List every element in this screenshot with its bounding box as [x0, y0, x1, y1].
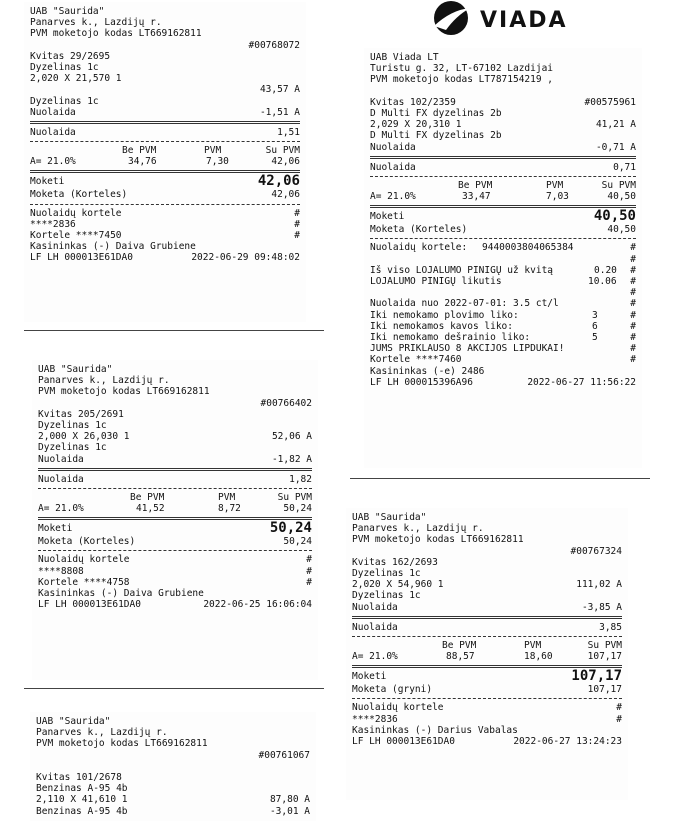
- promo-hotdog-value: 5: [592, 331, 598, 343]
- tax-header-gross: Su PVM: [277, 491, 312, 503]
- tax-rate: A= 21.0%: [352, 651, 398, 663]
- divider: [30, 204, 300, 205]
- receipt-date: 2022-06-25 16:06:04: [203, 599, 312, 611]
- moketa-label: Moketa (gryni): [352, 684, 433, 696]
- discount-total-amount: 3,85: [599, 621, 622, 633]
- discount-total-label: Nuolaida: [370, 161, 416, 173]
- line-item-name: Benzinas A-95 4b: [36, 783, 128, 795]
- receipt-number: #00575961: [584, 96, 636, 108]
- receipt-header-address: Panarves k., Lazdijų r.: [36, 727, 168, 739]
- discount-amount: -0,71 A: [595, 141, 636, 153]
- receipt-kvitas: Kvitas 101/2678: [36, 771, 122, 783]
- moketi-label: Moketi: [38, 523, 73, 535]
- tax-net: 88,57: [446, 651, 475, 663]
- tax-gross: 50,24: [283, 503, 312, 515]
- receipt-header-address: Panarves k., Lazdijų r.: [352, 523, 484, 535]
- discount-card-label: Nuolaidų kortele:: [370, 242, 468, 254]
- divider: [352, 636, 622, 637]
- moketa-amount: 42,06: [271, 189, 300, 201]
- moketa-label: Moketa (Korteles): [38, 536, 136, 548]
- tax-rate: A= 21.0%: [370, 191, 416, 203]
- receipt-date: 2022-06-27 13:24:23: [513, 736, 622, 747]
- receipt-saurida-5: UAB "Saurida" Panarves k., Lazdijų r. PVM moketojo kodas LT669162811 #00767324 Kvitas 162/2693 Dyzelinas 1c 2,020 X 54,960 1 111,02 A Dyzelinas 1c Nuolaida -3,85 A Nuolaida 3,85 Be PVM PVM Su PVM A= 21.0% 88,57 18,60 107,17 Moketi 107,17 Moketa (gryni) 107,17 Nuolaidų kortele # ****2836 # Kasininkas (-) Darius Vabalas LF LH 000013E61DA0 2022-06-27 13:24:23: [346, 508, 628, 800]
- discount-total-label: Nuolaida: [38, 473, 84, 485]
- moketa-label: Moketa (Korteles): [30, 189, 128, 201]
- line-item-name: Dyzelinas 1c: [30, 61, 99, 73]
- divider: [38, 488, 312, 489]
- line-item-qty: 2,029 X 20,310 1: [370, 119, 462, 131]
- moketi-label: Moketi: [370, 211, 405, 223]
- discount-amount: -3,01 A: [269, 805, 310, 817]
- line-item-amount: 111,02 A: [576, 579, 622, 591]
- moketi-label: Moketi: [352, 671, 387, 683]
- line-item-amount: 52,06 A: [271, 431, 312, 443]
- payment-card: Kortele ****7460: [370, 354, 462, 366]
- line-item-name-2: Benzinas A-95 4b: [36, 805, 128, 817]
- receipt-header-vat-code: PVM moketojo kodas LT787154219 ,: [370, 74, 554, 86]
- receipt-number: #00766402: [260, 397, 312, 409]
- discount-card-number: ****8808: [38, 565, 84, 577]
- moketa-label: Moketa (Korteles): [370, 224, 468, 236]
- discount-total-amount: 0,71: [613, 161, 636, 173]
- receipt-date: 2022-06-27 11:56:22: [527, 376, 636, 388]
- promo-hotdog-label: Iki nemokamo dešrainio liko:: [370, 331, 531, 343]
- tax-header-vat: PVM: [524, 639, 542, 651]
- fiscal-id: LF LH 000013E61DA0: [352, 736, 455, 747]
- divider: [370, 156, 636, 159]
- discount-label: Nuolaida: [370, 141, 416, 153]
- tax-gross: 40,50: [607, 191, 636, 203]
- tax-vat: 7,30: [206, 156, 229, 168]
- line-item-name: Dyzelinas 1c: [352, 567, 421, 579]
- divider: [38, 550, 312, 551]
- moketa-amount: 40,50: [607, 224, 636, 236]
- tax-net: 41,52: [136, 503, 165, 515]
- receipt-header-company: UAB "Saurida": [36, 716, 111, 727]
- discount-card-label: Nuolaidų kortele: [38, 554, 130, 566]
- moketa-amount: 50,24: [283, 536, 312, 548]
- receipt-viada: UAB Viada LT Turistu g. 32, LT-67102 Lazdijai PVM moketojo kodas LT787154219 , Kvitas 102/2359 #00575961 D Multi FX dyzelinas 2b 2,029 X 20,310 1 41,21 A D Multi FX dyzelinas 2b Nuolaida -0,71 A Nuolaida 0,71 Be PVM PVM Su PVM A= 21.0% 33,47 7,03 40,50 Moketi 40,50 Moketa (Korteles) 40,50 Nuolaidų kortele: 9440003804065384 # # Iš viso LOJALUMO PINIGŲ už kvitą 0.20 # LOJALUMO PINIGŲ likutis 10.06 # # Nuolaida nuo 2022-07-01: 3.5 ct/l # Iki nemokamo plovimo liko: 3 # Iki nemokamos kavos liko: 6 # Iki nemokamo dešrainio liko: 5 # JUMS PRIKLAUSO 8 AKCIJOS LIPDUKAI! # Kortele ****7460 # Kasininkas (-e) 2486 LF LH 000015396A96 2022-06-27 11:56:22: [364, 48, 642, 468]
- receipt-header-company: UAB Viada LT: [370, 52, 439, 63]
- fiscal-id: LF LH 000015396A96: [370, 376, 473, 388]
- discount-amount: -1,82 A: [271, 453, 312, 465]
- receipt-kvitas: Kvitas 205/2691: [38, 408, 124, 420]
- divider: [370, 238, 636, 239]
- payment-card: Kortele ****7450: [30, 230, 122, 241]
- receipt-saurida-2: UAB "Saurida" Panarves k., Lazdijų r. PVM moketojo kodas LT669162811 #00766402 Kvitas 205/2691 Dyzelinas 1c 2,000 X 26,030 1 52,06 A Dyzelinas 1c Nuolaida -1,82 A Nuolaida 1,82 Be PVM PVM Su PVM A= 21.0% 41,52 8,72 50,24 Moketi 50,24 Moketa (Korteles) 50,24 Nuolaidų kortele # ****8808 # Kortele ****4758 # Kasininkas (-) Daiva Grubiene LF LH 000013E61DA0 2022-06-25 16:06:04: [32, 360, 318, 680]
- moketi-label: Moketi: [30, 176, 65, 188]
- receipt-date: 2022-06-29 09:48:02: [191, 252, 300, 264]
- loyalty-balance-value: 10.06: [588, 276, 617, 287]
- line-item-qty: 2,110 X 41,610 1: [36, 794, 128, 806]
- moketi-amount: 40,50: [593, 208, 636, 225]
- discount-card-label: Nuolaidų kortele: [30, 207, 122, 219]
- tax-header-net: Be PVM: [122, 145, 157, 157]
- tax-header-gross: Su PVM: [265, 145, 300, 157]
- tax-vat: 8,72: [218, 503, 241, 515]
- fiscal-id: LF LH 000013E61DA0: [30, 252, 133, 264]
- cashier: Kasininkas (-) Darius Vabalas: [352, 724, 518, 736]
- moketi-amount: 42,06: [257, 173, 300, 190]
- receipt-header-vat-code: PVM moketojo kodas LT669162811: [352, 534, 524, 546]
- payment-card: Kortele ****4758: [38, 576, 130, 588]
- divider: [352, 698, 622, 699]
- viada-logo: [426, 0, 586, 40]
- tax-gross: 42,06: [271, 156, 300, 168]
- line-item-qty: 2,000 X 26,030 1: [38, 431, 130, 443]
- receipt-saurida-1: UAB "Saurida" Panarves k., Lazdijų r. PVM moketojo kodas LT669162811 #00768072 Kvitas 29/2695 Dyzelinas 1c 2,020 X 21,570 1 43,57 A Dyzelinas 1c Nuolaida -1,51 A Nuolaida 1,51 Be PVM PVM Su PVM A= 21.0% 34,76 7,30 42,06 Moketi 42,06 Moketa (Korteles) 42,06 Nuolaidų kortele # ****2836 # Kortele ****7450 # Kasininkas (-) Daiva Grubiene LF LH 000013E61DA0 2022-06-29 09:48:02: [24, 2, 306, 322]
- tax-rate: A= 21.0%: [38, 503, 84, 515]
- tax-header-net: Be PVM: [130, 491, 165, 503]
- loyalty-balance-label: LOJALUMO PINIGŲ likutis: [370, 276, 502, 287]
- receipt-number: #00768072: [248, 39, 300, 51]
- tax-rate: A= 21.0%: [30, 156, 76, 168]
- receipt-header-address: Panarves k., Lazdijų r.: [38, 375, 170, 387]
- receipt-header-address: Turistu g. 32, LT-67102 Lazdijai: [370, 63, 554, 75]
- receipt-kvitas: Kvitas 162/2693: [352, 556, 438, 568]
- receipt-header-company: UAB "Saurida": [38, 364, 113, 375]
- receipt-kvitas: Kvitas 102/2359 #00575961: [370, 96, 636, 108]
- discount-card-number: 9440003804065384: [482, 242, 574, 254]
- discount-amount: -3,85 A: [581, 601, 622, 613]
- discount-label: Nuolaida: [30, 106, 76, 118]
- discount-label: Nuolaida: [352, 601, 398, 613]
- viada-logo-text: VIADA: [480, 8, 568, 33]
- divider: [24, 330, 324, 331]
- tax-net: 34,76: [128, 156, 157, 168]
- divider: [38, 468, 312, 471]
- line-item-amount: 41,21 A: [595, 119, 636, 131]
- divider: [370, 176, 636, 177]
- promo-coffee-label: Iki nemokamos kavos liko:: [370, 320, 513, 332]
- receipt-header-vat-code: PVM moketojo kodas LT669162811: [36, 738, 208, 750]
- line-item-qty: 2,020 X 54,960 1: [352, 579, 444, 591]
- receipt-number: #00767324: [570, 545, 622, 557]
- receipt-header-company: UAB "Saurida": [352, 512, 427, 523]
- cashier: Kasininkas (-) Daiva Grubiene: [30, 241, 196, 253]
- tax-net: 33,47: [462, 191, 491, 203]
- discount-amount: -1,51 A: [259, 106, 300, 118]
- promo-discount-note: Nuolaida nuo 2022-07-01: 3.5 ct/l: [370, 298, 559, 310]
- moketa-amount: 107,17: [587, 684, 622, 696]
- line-item-amount: 87,80 A: [269, 794, 310, 806]
- tax-header-net: Be PVM: [442, 639, 477, 651]
- receipt-header-company: UAB "Saurida": [30, 6, 105, 17]
- promo-wash-label: Iki nemokamo plovimo liko:: [370, 309, 519, 321]
- tax-header-gross: Su PVM: [601, 179, 636, 191]
- discount-total-label: Nuolaida: [352, 621, 398, 633]
- receipt-header-vat-code: PVM moketojo kodas LT669162811: [30, 28, 202, 40]
- tax-header-vat: PVM: [218, 491, 236, 503]
- line-item-qty: 2,020 X 21,570 1: [30, 73, 122, 85]
- discount-total-amount: 1,51: [277, 126, 300, 138]
- cashier: Kasininkas (-e) 2486: [370, 365, 485, 377]
- receipt-number: #00761067: [258, 749, 310, 761]
- line-item-name: D Multi FX dyzelinas 2b: [370, 107, 502, 119]
- moketi-amount: 50,24: [269, 520, 312, 537]
- divider: [30, 121, 300, 124]
- loyalty-earned-label: Iš viso LOJALUMO PINIGŲ už kvitą: [370, 264, 554, 276]
- tax-header-vat: PVM: [204, 145, 222, 157]
- receipt-header-vat-code: PVM moketojo kodas LT669162811: [38, 386, 210, 398]
- cashier: Kasininkas (-) Daiva Grubiene: [38, 588, 204, 599]
- tax-vat: 7,03: [546, 191, 569, 203]
- line-item-name: Dyzelinas 1c: [38, 419, 107, 431]
- fiscal-id: LF LH 000013E61DA0: [38, 599, 141, 611]
- line-item-name-2: D Multi FX dyzelinas 2b: [370, 130, 502, 142]
- divider: [30, 141, 300, 142]
- promo-coffee-value: 6: [592, 320, 598, 332]
- line-item-name-2: Dyzelinas 1c: [352, 590, 421, 602]
- viada-logo-mark-icon: [426, 0, 476, 40]
- promo-wash-value: 3: [592, 309, 598, 321]
- divider: [24, 688, 324, 689]
- line-item-name-2: Dyzelinas 1c: [38, 442, 107, 454]
- line-item-amount: 43,57 A: [259, 84, 300, 96]
- discount-total-label: Nuolaida: [30, 126, 76, 138]
- receipt-saurida-3: [30, 712, 316, 821]
- promo-stickers: JUMS PRIKLAUSO 8 AKCIJOS LIPDUKAI!: [370, 343, 565, 355]
- discount-label: Nuolaida: [38, 453, 84, 465]
- tax-header-vat: PVM: [546, 179, 564, 191]
- tax-vat: 18,60: [524, 651, 553, 663]
- receipt-header-address: Panarves k., Lazdijų r.: [30, 17, 162, 29]
- moketi-amount: 107,17: [571, 668, 622, 685]
- loyalty-earned-value: 0.20: [594, 264, 617, 276]
- tax-header-gross: Su PVM: [587, 639, 622, 651]
- discount-total-amount: 1,82: [289, 473, 312, 485]
- receipt-kvitas: Kvitas 29/2695: [30, 50, 111, 62]
- discount-card-number: ****2836: [352, 713, 398, 725]
- tax-gross: 107,17: [587, 651, 622, 663]
- divider: [350, 478, 650, 479]
- discount-card-number: ****2836: [30, 218, 76, 230]
- tax-header-net: Be PVM: [458, 179, 493, 191]
- line-item-name-2: Dyzelinas 1c: [30, 95, 99, 107]
- discount-card-label: Nuolaidų kortele: [352, 702, 444, 714]
- divider: [352, 616, 622, 619]
